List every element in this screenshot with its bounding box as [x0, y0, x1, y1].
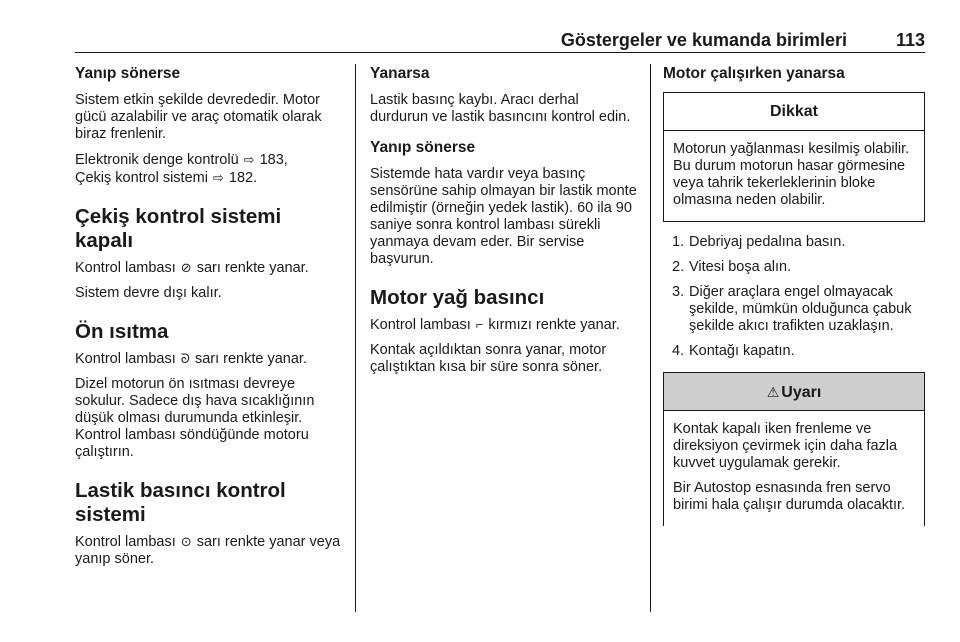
subheading-engine-running: Motor çalışırken yanarsa — [663, 65, 845, 82]
column-divider-2 — [650, 64, 651, 612]
warning-header — [664, 373, 924, 411]
heading-oil-pressure: Motor yağ basıncı — [370, 286, 545, 309]
page-header — [75, 30, 925, 52]
subheading-flashing: Yanıp sönerse — [370, 139, 476, 156]
subheading-illuminated: Yanarsa — [370, 65, 430, 82]
column-2 — [370, 64, 638, 384]
oil-pressure-icon: ⌐ — [475, 317, 484, 332]
warning-title: Uyarı — [781, 384, 822, 401]
paragraph-tpms-lamp: Kontrol lambası ⊙ sarı renkte yanar veya yanıp söner. — [75, 534, 341, 567]
heading-tire-pressure: Lastik basıncı kontrol sistemi — [75, 479, 286, 526]
paragraph-system-active: Sistem etkin şekilde devrededir. Motor gücü azalabilir ve araç otomatik olarak biraz frenlenir. — [75, 92, 322, 142]
page-reference-icon: ⇨ — [212, 170, 224, 185]
paragraph-references: Elektronik denge kontrolü ⇨ 183, Çekiş kontrol sistemi ⇨ 182. — [75, 152, 288, 186]
page-reference-icon: ⇨ — [243, 152, 255, 167]
caution-title: Dikkat — [664, 93, 924, 131]
paragraph-pressure-loss: Lastik basınç kaybı. Aracı derhal durdurun ve lastik basıncını kontrol edin. — [370, 92, 631, 125]
column-divider-1 — [355, 64, 356, 612]
traction-control-off-icon: ⊘ — [180, 260, 192, 275]
paragraph-oil-lamp: Kontrol lambası ⌐ kırmızı renkte yanar. — [370, 317, 620, 333]
list-item: 3. Diğer araçlara engel olmayacak şekilde, mümkün olduğunca çabuk şekilde akıcı trafikten uzaklaşın. — [672, 284, 912, 334]
warning-triangle-icon: ⚠ — [766, 384, 780, 400]
caution-text: Motorun yağlanması kesilmiş olabilir. Bu durum motorun hasar görmesine veya tahrik tekerleklerinin bloke olmasına neden olabilir. — [673, 141, 910, 208]
tire-pressure-icon: ⊙ — [180, 534, 192, 549]
paragraph-oil-info: Kontak açıldıktan sonra yanar, motor çalıştıktan kısa bir süre sonra söner. — [370, 342, 607, 375]
header-divider — [75, 52, 925, 53]
paragraph-system-fault: Sistemde hata vardır veya basınç sensörüne sahip olmayan bir lastik monte edilmiştir (örneğin yedek lastik). 60 ila 90 saniye sonra kontrol lambası sürekli yanmaya devam eder. Bir servise başvurun. — [370, 166, 637, 267]
warning-text-1: Kontak kapalı iken frenleme ve direksiyon çevirmek için daha fazla kuvvet uygulamak gerekir. — [673, 421, 898, 471]
heading-preheating: Ön ısıtma — [75, 320, 169, 343]
list-item: 2. Vitesi boşa alın. — [672, 259, 792, 275]
steps-list — [663, 234, 925, 360]
paragraph-glow-lamp: Kontrol lambası ᘐ sarı renkte yanar. — [75, 351, 307, 367]
caution-box — [663, 92, 925, 222]
column-1 — [75, 64, 345, 576]
glow-plug-icon: ᘐ — [180, 351, 190, 366]
warning-box — [663, 372, 925, 526]
paragraph-glow-info: Dizel motorun ön ısıtması devreye sokulur. Sadece dış hava sıcaklığının düşük olması durumunda etkinleşir. Kontrol lambası söndüğünde motoru çalıştırın. — [75, 376, 315, 460]
page-number: 113 — [895, 30, 925, 50]
list-item: 4. Kontağı kapatın. — [672, 343, 795, 359]
header-title: Göstergeler ve kumanda birimleri — [560, 30, 847, 50]
paragraph-tcs-lamp: Kontrol lambası ⊘ sarı renkte yanar. — [75, 260, 309, 276]
list-item: 1. Debriyaj pedalına basın. — [672, 234, 846, 250]
warning-text-2: Bir Autostop esnasında fren servo birimi hala çalışır durumda olacaktır. — [673, 480, 906, 513]
subheading-flashing: Yanıp sönerse — [75, 65, 181, 82]
paragraph-tcs-disabled: Sistem devre dışı kalır. — [75, 285, 222, 301]
heading-traction-control-off: Çekiş kontrol sistemi kapalı — [75, 205, 282, 252]
column-3 — [663, 64, 925, 526]
